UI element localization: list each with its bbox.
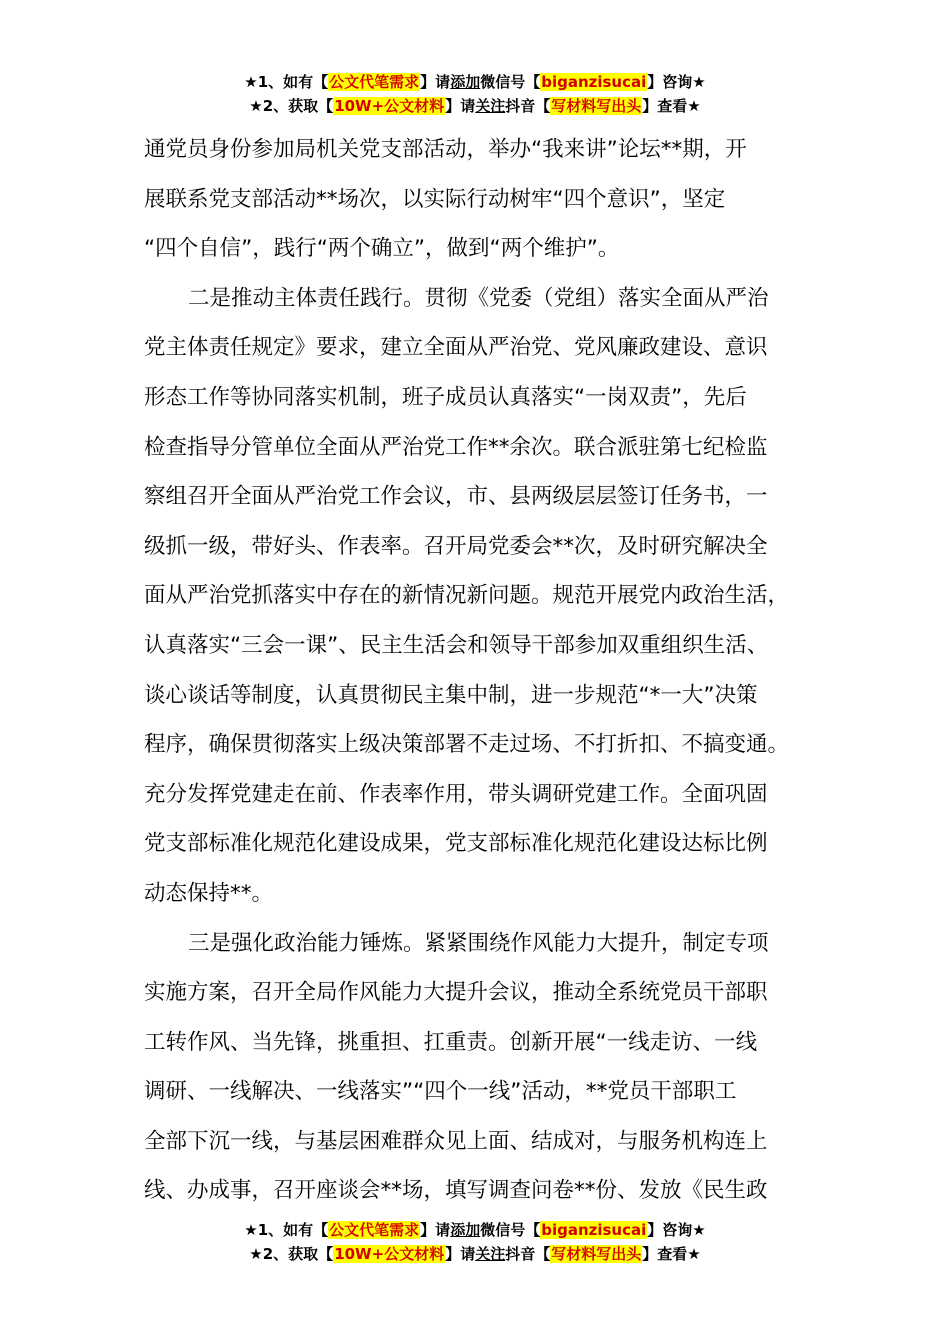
promo-text: 抖音【 [505,1245,551,1263]
body-line: 调研、一线解决、一线落实”“四个一线”活动，**党员干部职工 [144,1079,737,1105]
promo-text: ★2、获取【 [249,97,334,115]
promo-text: 微信号【 [480,73,541,91]
body-line: 充分发挥党建走在前、作表率作用，带头调研党建工作。全面巩固 [144,781,768,807]
promo-highlight-materials: 10W+公文材料 [334,1245,445,1263]
body-line: 党主体责任规定》要求，建立全面从严治党、党风廉政建设、意识 [144,335,768,361]
promo-text: ★2、获取【 [249,1245,334,1263]
promo-line-1 [0,1219,950,1243]
promo-text: 抖音【 [505,97,551,115]
body-line: 谈心谈话等制度，认真贯彻民主集中制，进一步规范“*一大”决策 [144,682,758,708]
body-line: 线、办成事，召开座谈会**场，填写调查问卷**份、发放《民生政 [144,1178,768,1204]
promo-text: ★1、如有【 [244,1221,329,1239]
promo-footer [0,1219,950,1267]
body-line: 动态保持**。 [144,880,274,906]
body-line: 全部下沉一线，与基层困难群众见上面、结成对，与服务机构连上 [144,1128,768,1154]
body-line: 面从严治党抓落实中存在的新情况新问题。规范开展党内政治生活， [144,583,790,609]
promo-text: 】请 [445,97,476,115]
promo-line-2 [0,1243,950,1267]
promo-highlight-wechat-id: biganzisucai [541,1221,647,1239]
promo-line-1 [0,71,950,95]
promo-highlight-service: 公文代笔需求 [329,1221,420,1239]
promo-text: 微信号【 [480,1221,541,1239]
body-line: 党支部标准化规范化建设成果，党支部标准化规范化建设达标比例 [144,831,768,857]
body-line: 展联系党支部活动**场次，以实际行动树牢“四个意识”，坚定 [144,186,726,212]
document-body [144,125,834,1216]
promo-highlight-wechat-id: biganzisucai [541,73,647,91]
promo-header [0,71,950,119]
body-line: 工转作风、当先锋，挑重担、扛重责。创新开展“一线走访、一线 [144,1029,758,1055]
body-line: 二是推动主体责任践行。贯彻《党委（党组）落实全面从严治 [188,285,769,311]
body-line: 三是强化政治能力锤炼。紧紧围绕作风能力大提升，制定专项 [188,930,769,956]
body-line: “四个自信”，践行“两个确立”，做到“两个维护”。 [144,236,620,262]
promo-underlined-word: 关注 [475,1245,506,1263]
promo-line-2 [0,95,950,119]
promo-highlight-materials: 10W+公文材料 [334,97,445,115]
promo-text: ★1、如有【 [244,73,329,91]
body-line: 认真落实“三会一课”、民主生活会和领导干部参加双重组织生活、 [144,632,769,658]
promo-highlight-douyin: 写材料写出头 [551,97,642,115]
promo-highlight-douyin: 写材料写出头 [551,1245,642,1263]
body-line: 通党员身份参加局机关党支部活动，举办“我来讲”论坛**期，开 [144,137,747,162]
promo-text: 】请 [420,1221,451,1239]
body-line: 检查指导分管单位全面从严治党工作**余次。联合派驻第七纪检监 [144,434,768,460]
body-line: 程序，确保贯彻落实上级决策部署不走过场、不打折扣、不搞变通。 [144,732,790,758]
promo-highlight-service: 公文代笔需求 [329,73,420,91]
promo-underlined-word: 添加 [450,1221,481,1239]
promo-text: 】查看★ [642,1245,701,1263]
promo-underlined-word: 添加 [450,73,481,91]
promo-text: 】请 [420,73,451,91]
body-line: 级抓一级，带好头、作表率。召开局党委会**次，及时研究解决全 [144,533,768,559]
body-line: 察组召开全面从严治党工作会议，市、县两级层层签订任务书，一 [144,484,768,510]
promo-text: 】查看★ [642,97,701,115]
promo-text: 】请 [445,1245,476,1263]
promo-text: 】咨询★ [647,1221,706,1239]
body-line: 形态工作等协同落实机制，班子成员认真落实“一岗双责”，先后 [144,384,747,410]
promo-underlined-word: 关注 [475,97,506,115]
body-line: 实施方案，召开全局作风能力大提升会议，推动全系统党员干部职 [144,980,768,1006]
promo-text: 】咨询★ [647,73,706,91]
